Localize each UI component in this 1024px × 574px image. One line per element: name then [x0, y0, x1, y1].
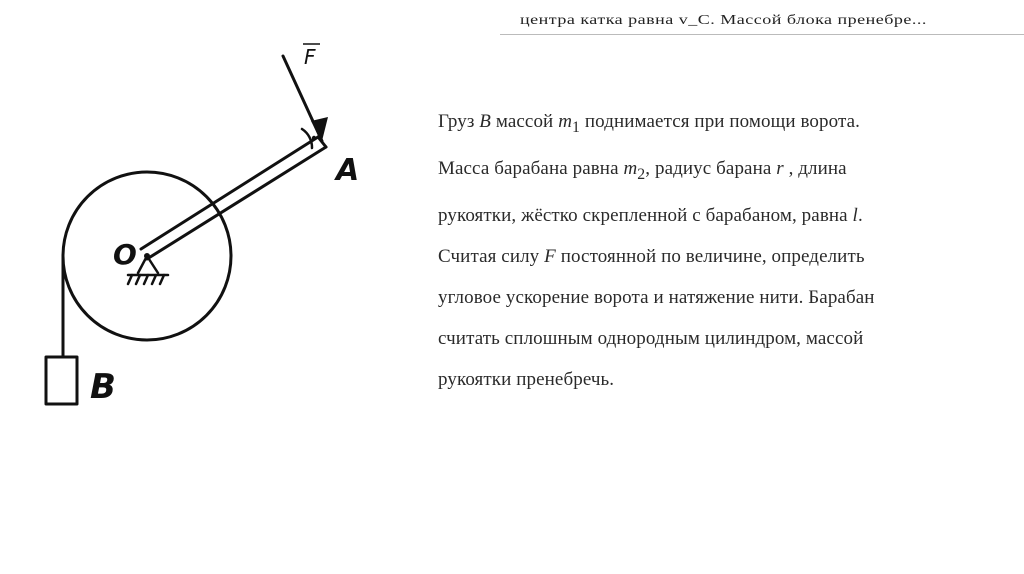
handle — [141, 137, 326, 259]
header-divider — [500, 34, 1024, 35]
angle-dot — [312, 136, 316, 140]
point-a-label: A — [336, 153, 360, 188]
problem-line-5: угловое ускорение ворота и натяжение нити. Барабан — [438, 286, 875, 308]
problem-line-2: Масса барабана равна $m_2$, радиус барана r , длина — [438, 157, 847, 183]
problem-line-6: считать сплошным однородным цилиндром, массой — [438, 327, 864, 349]
load-label: B — [90, 367, 116, 407]
winch-diagram — [0, 0, 440, 430]
problem-statement — [438, 101, 1008, 400]
problem-line-1: Груз B массой $m_1$ поднимается при помощи ворота. — [438, 111, 860, 136]
problem-line-4: Считая силу F постоянной по величине, определить — [438, 245, 865, 267]
problem-line-3: рукоятки, жёстко скрепленной с барабаном, равна l. — [438, 204, 863, 226]
load-box — [46, 357, 77, 404]
problem-line-7: рукоятки пренебречь. — [438, 368, 615, 390]
force-label: F — [304, 45, 316, 69]
point-o-label: O — [113, 238, 137, 271]
pivot-point — [144, 253, 150, 259]
header-fragment: центра катка равна v_C. Массой блока пренебре... — [520, 14, 927, 27]
